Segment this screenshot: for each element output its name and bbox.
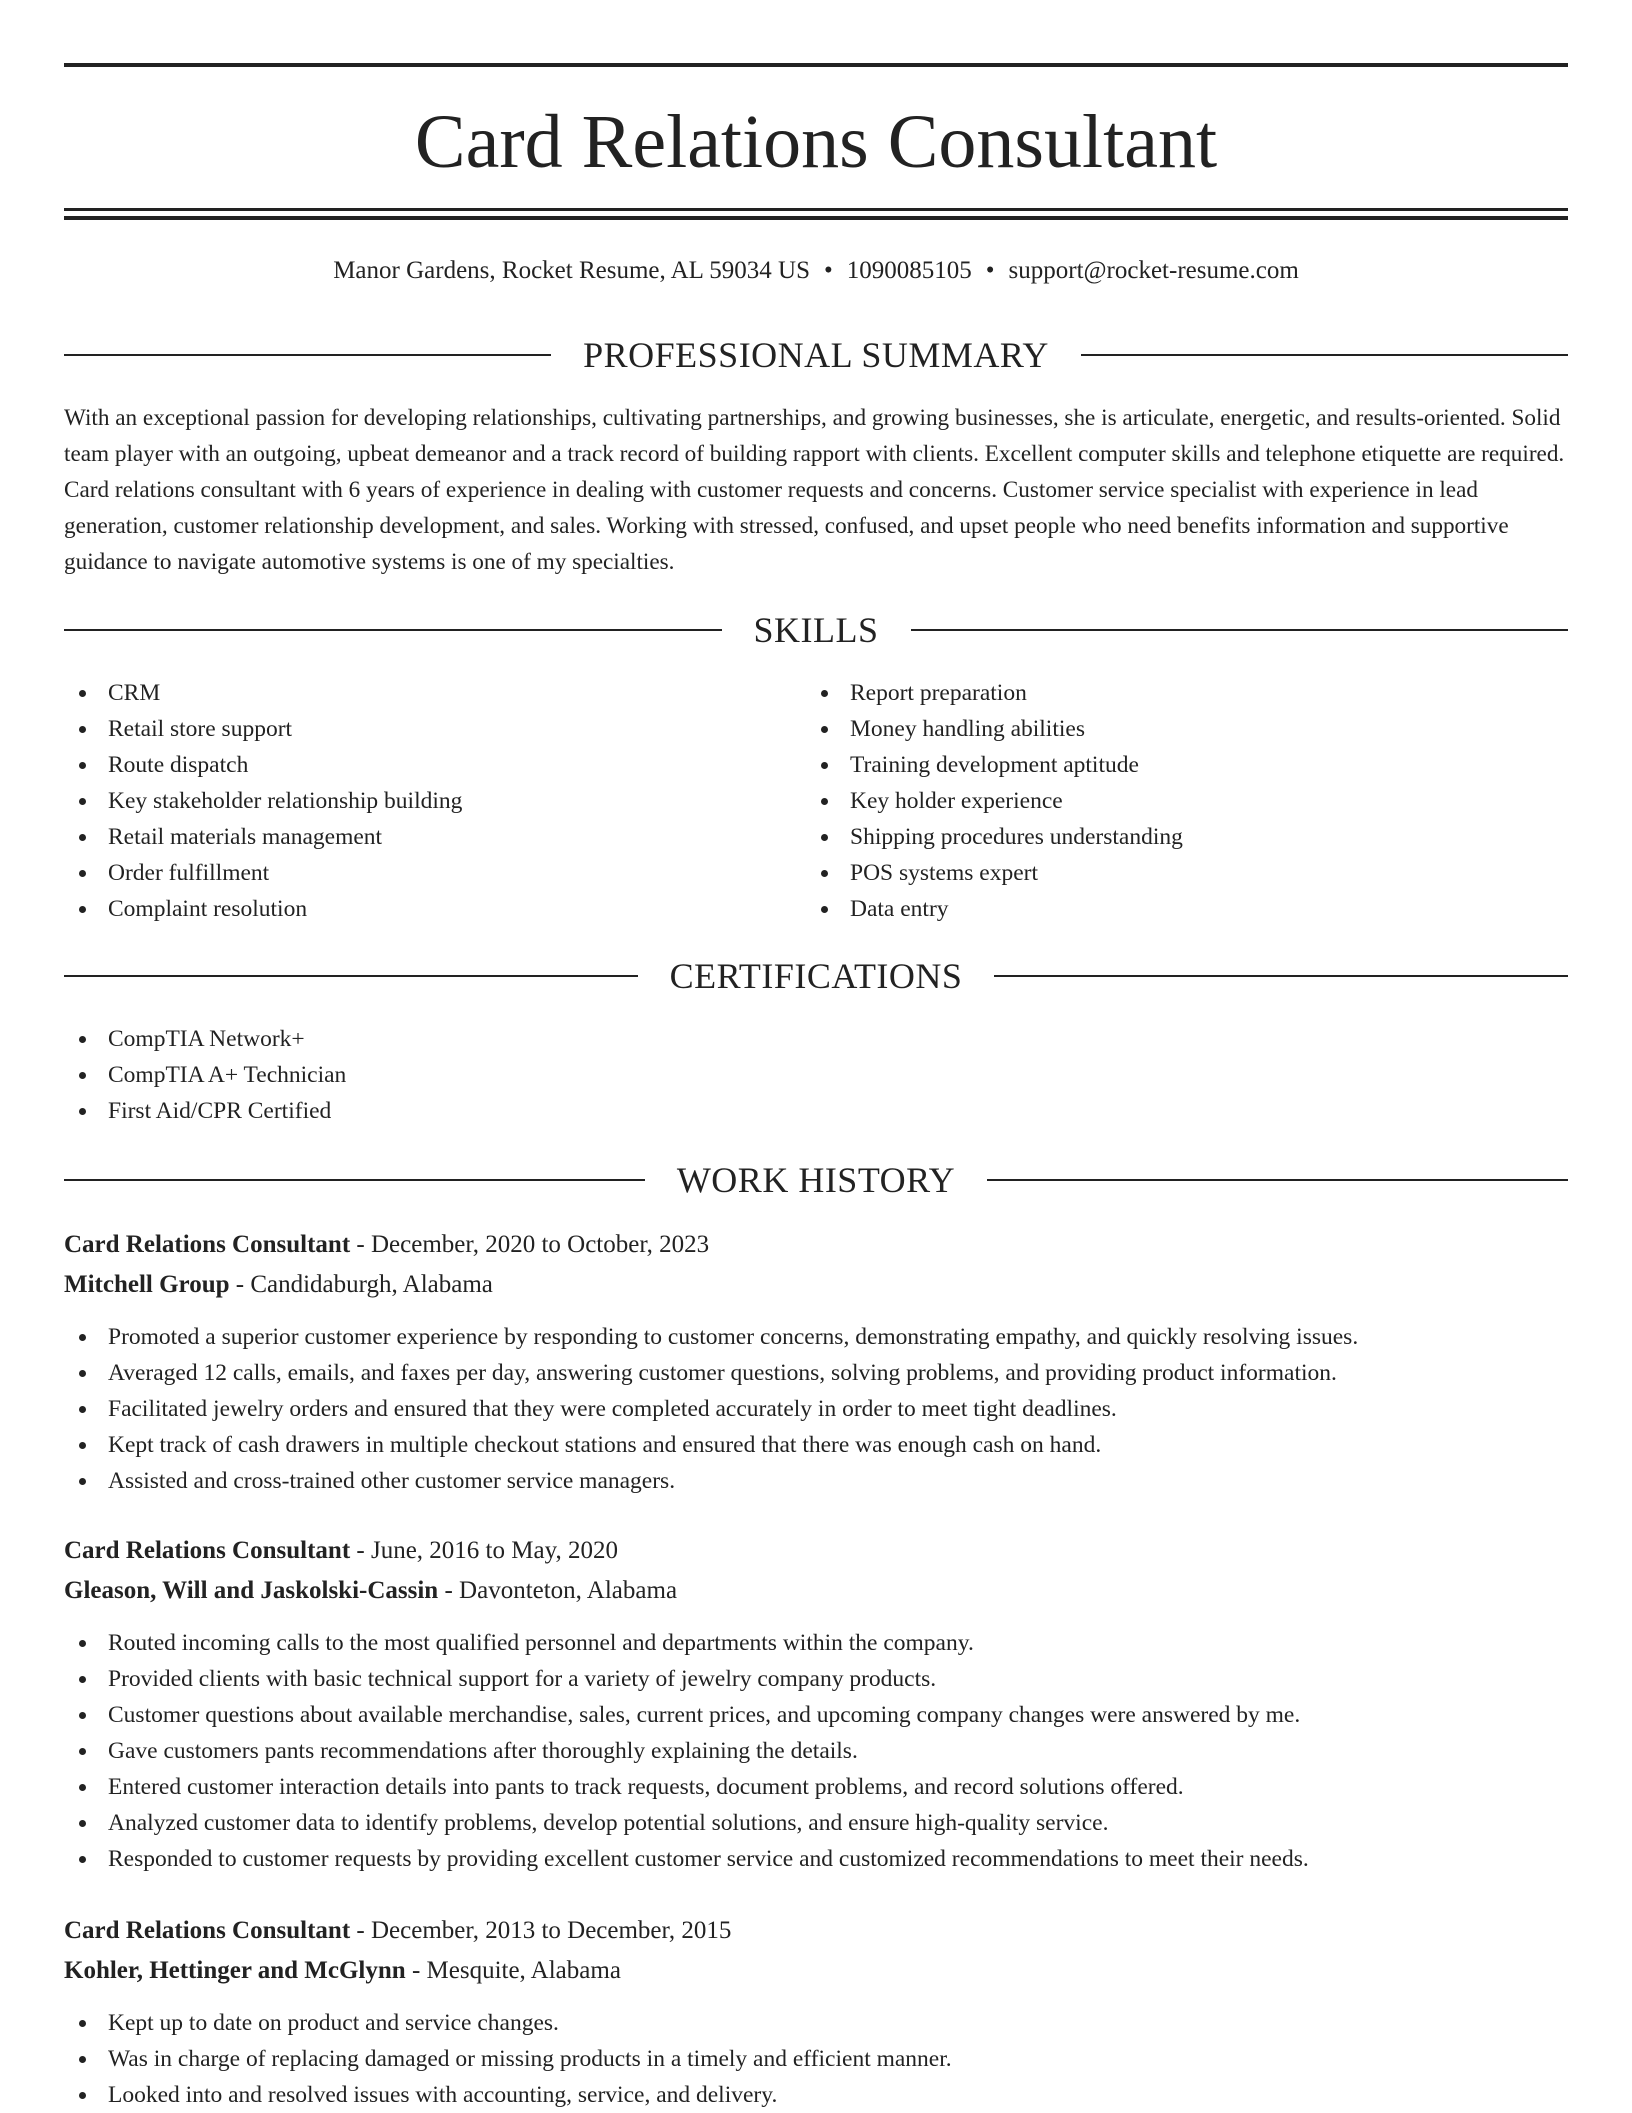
contact-separator: • [985, 257, 995, 284]
summary-text: With an exceptional passion for developing relationships, cultivating partnerships, and growing businesses, she is articulate, energetic, and results-oriented. Solid team player with an outgoing, upbeat demeanor and a track record of building rapport with clients. Excellent computer skills and telephone etiquette are required. Card relations consultant with 6 years of experience in dealing with customer requests and concerns. Customer service specialist with experience in lead generation, customer relationship development, and sales. Working with stressed, confused, and upset people who need benefits information and supportive guidance to navigate automotive systems is one of my specialties. [64, 405, 1565, 575]
certification-item: First Aid/CPR Certified [64, 1093, 1568, 1129]
job-title-line [64, 1911, 1568, 1951]
work-history-heading-label: WORK HISTORY [676, 1160, 956, 1200]
job-duty-item: Looked into and resolved issues with accounting, service, and delivery. [64, 2077, 1568, 2113]
job-duty-item: Gave customers pants recommendations after thoroughly explaining the details. [64, 1733, 1568, 1769]
certifications-heading [64, 953, 1568, 999]
certifications-block [64, 1021, 1568, 1129]
job-dates: - December, 2013 to December, 2015 [350, 1917, 732, 1944]
job-duties-list [64, 1625, 1568, 1877]
job-duty-item: Routed incoming calls to the most qualified personnel and departments within the company. [64, 1625, 1568, 1661]
job-duty-item: Averaged 12 calls, emails, and faxes per day, answering customer questions, solving problems, and providing product information. [64, 1355, 1568, 1391]
job-company-line [64, 1951, 1568, 1991]
job-title: Card Relations Consultant [64, 1537, 351, 1564]
summary-heading [64, 332, 1568, 378]
job-location: - Candidaburgh, Alabama [229, 1271, 493, 1298]
job-location: - Mesquite, Alabama [405, 1957, 621, 1984]
job-duties-list [64, 2005, 1568, 2113]
skills-heading-label: SKILLS [753, 610, 879, 650]
skill-item: Retail store support [64, 711, 764, 747]
heading-rule [994, 975, 1568, 977]
job-duty-item: Entered customer interaction details into pants to track requests, document problems, and record solutions offered. [64, 1769, 1568, 1805]
job-duty-item: Assisted and cross-trained other customer service managers. [64, 1463, 1568, 1499]
certification-item: CompTIA A+ Technician [64, 1057, 1568, 1093]
certification-item: CompTIA Network+ [64, 1021, 1568, 1057]
job-duty-item: Kept up to date on product and service changes. [64, 2005, 1568, 2041]
certifications-heading-label: CERTIFICATIONS [669, 956, 963, 996]
heading-rule [987, 1179, 1568, 1181]
top-rule [64, 63, 1568, 67]
skill-item: Route dispatch [64, 747, 764, 783]
title-double-rule [64, 208, 1568, 220]
skill-item: CRM [64, 675, 764, 711]
skill-item: Complaint resolution [64, 891, 764, 927]
skill-item: Data entry [806, 891, 1506, 927]
contact-separator: • [823, 257, 833, 284]
skills-list-left [64, 675, 764, 927]
job-duty-item: Kept track of cash drawers in multiple checkout stations and ensured that there was enough cash on hand. [64, 1427, 1568, 1463]
job-duty-item: Facilitated jewelry orders and ensured that they were completed accurately in order to meet tight deadlines. [64, 1391, 1568, 1427]
skill-item: Key holder experience [806, 783, 1506, 819]
job-duty-item: Promoted a superior customer experience by responding to customer concerns, demonstrating empathy, and quickly resolving issues. [64, 1319, 1568, 1355]
skill-item: Training development aptitude [806, 747, 1506, 783]
contact-line [64, 254, 1568, 288]
skills-left-column [64, 675, 764, 927]
work-history-heading [64, 1157, 1568, 1203]
skill-item: Key stakeholder relationship building [64, 783, 764, 819]
skill-item: Money handling abilities [806, 711, 1506, 747]
job-dates: - December, 2020 to October, 2023 [350, 1231, 710, 1258]
contact-address: Manor Gardens, Rocket Resume, AL 59034 US [333, 257, 810, 284]
contact-email: support@rocket-resume.com [1008, 257, 1299, 284]
contact-phone: 1090085105 [846, 257, 972, 284]
job-duty-item: Customer questions about available merchandise, sales, current prices, and upcoming company changes were answered by me. [64, 1697, 1568, 1733]
heading-rule [64, 354, 551, 356]
job-title-line [64, 1225, 1568, 1265]
job-company-line [64, 1571, 1568, 1611]
heading-rule [64, 975, 638, 977]
job-duty-item: Analyzed customer data to identify problems, develop potential solutions, and ensure high-quality service. [64, 1805, 1568, 1841]
job-company: Gleason, Will and Jaskolski-Cassin [64, 1577, 439, 1604]
page-title: Card Relations Consultant [414, 100, 1218, 184]
job-entry [64, 1225, 1568, 1499]
job-title: Card Relations Consultant [64, 1231, 351, 1258]
job-duty-item: Provided clients with basic technical support for a variety of jewelry company products. [64, 1661, 1568, 1697]
job-company: Mitchell Group [64, 1271, 230, 1298]
job-company-line [64, 1265, 1568, 1305]
job-entry [64, 1911, 1568, 2113]
job-duty-item: Was in charge of replacing damaged or missing products in a timely and efficient manner. [64, 2041, 1568, 2077]
heading-rule [1081, 354, 1568, 356]
job-duty-item: Responded to customer requests by providing excellent customer service and customized recommendations to meet their needs. [64, 1841, 1568, 1877]
job-title: Card Relations Consultant [64, 1917, 351, 1944]
certifications-list [64, 1021, 1568, 1129]
summary-heading-label: PROFESSIONAL SUMMARY [583, 335, 1049, 375]
skill-item: Shipping procedures understanding [806, 819, 1506, 855]
heading-rule [64, 1179, 645, 1181]
job-dates: - June, 2016 to May, 2020 [350, 1537, 618, 1564]
skills-heading [64, 607, 1568, 653]
skills-list-right [806, 675, 1506, 927]
skill-item: Retail materials management [64, 819, 764, 855]
job-duties-list [64, 1319, 1568, 1499]
skill-item: POS systems expert [806, 855, 1506, 891]
heading-rule [64, 629, 722, 631]
heading-rule [911, 629, 1569, 631]
skills-right-column [806, 675, 1506, 927]
skill-item: Order fulfillment [64, 855, 764, 891]
skill-item: Report preparation [806, 675, 1506, 711]
job-title-line [64, 1531, 1568, 1571]
job-location: - Davonteton, Alabama [438, 1577, 678, 1604]
job-entry [64, 1531, 1568, 1877]
job-company: Kohler, Hettinger and McGlynn [64, 1957, 406, 1984]
